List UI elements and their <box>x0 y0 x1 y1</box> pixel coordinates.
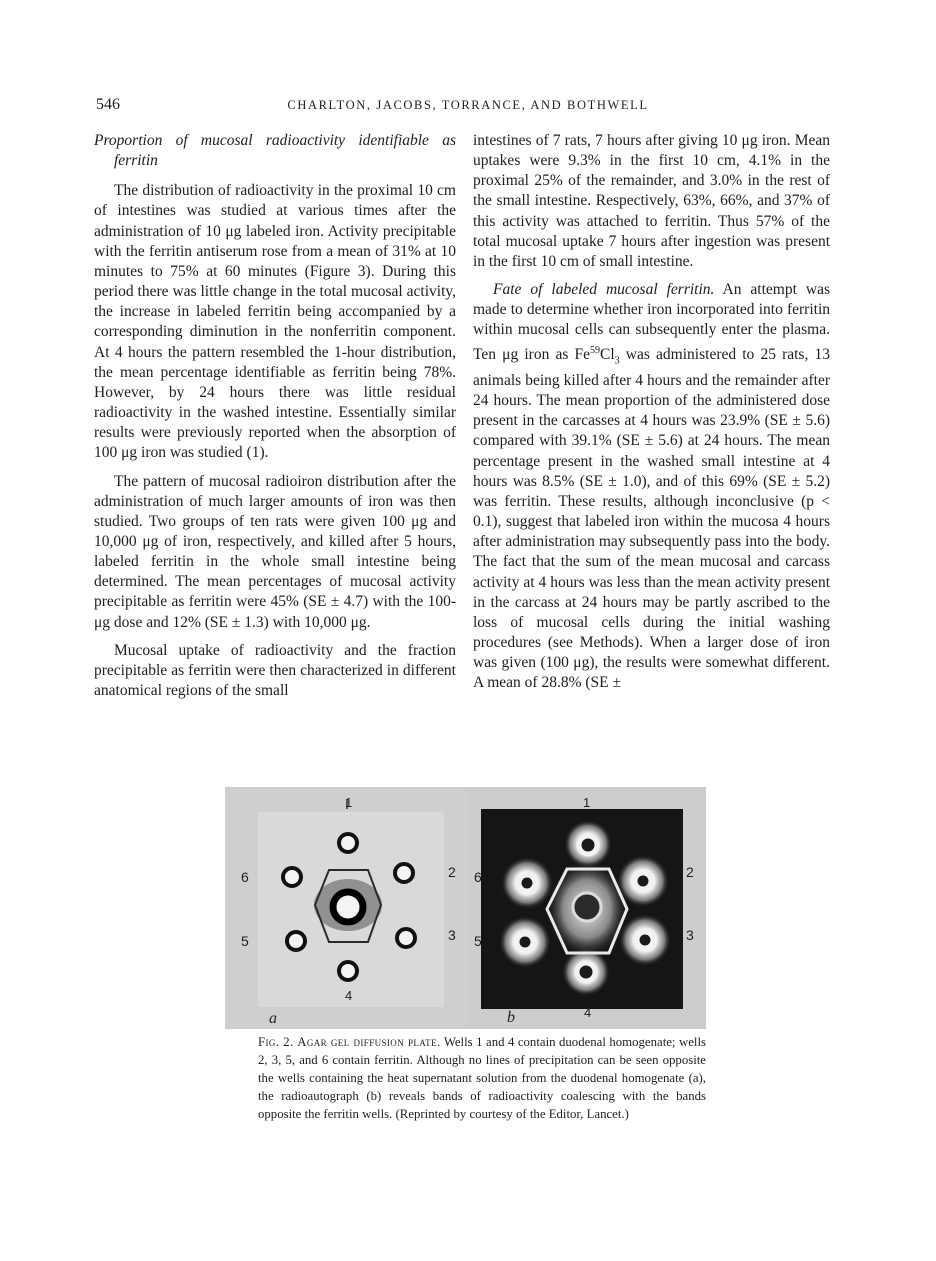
figure-label: Fig. 2. <box>258 1035 294 1049</box>
paragraph: Mucosal uptake of radioactivity and the fraction precipitable as ferritin were then characterized in different anatomical regions of the small <box>94 641 456 700</box>
well-b-3 <box>637 932 653 948</box>
label-b-5: 5 <box>474 933 482 949</box>
well-b-6 <box>519 875 535 891</box>
label-a-5: 5 <box>241 933 249 949</box>
well-b-4 <box>577 963 595 981</box>
label-a-2: 2 <box>448 864 456 880</box>
label-b-6: 6 <box>474 869 482 885</box>
paragraph: intestines of 7 rats, 7 hours after giving 10 μg iron. Mean uptakes were 9.3% in the first 10 cm, 4.1% in the proximal 25% of the remainder, and 3.0% in the rest of the small intestine. Respectively, 63%, 66%, and 37% of this activity was attached to ferritin. Thus 57% of the total mucosal uptake 7 hours after ingestion was present in the first 10 cm of small intestine. <box>473 132 830 270</box>
left-column <box>94 131 456 701</box>
well-3 <box>397 929 415 947</box>
paragraph <box>473 280 830 693</box>
run-in-heading: Fate of labeled mucosal ferritin. <box>493 281 715 299</box>
central-well <box>333 892 363 922</box>
label-b-3: 3 <box>686 927 694 943</box>
running-title: CHARLTON, JACOBS, TORRANCE, AND BOTHWELL <box>287 98 649 112</box>
well-6 <box>283 868 301 886</box>
central-well-b <box>573 893 601 921</box>
formula-subscript: 3 <box>614 354 620 366</box>
label-a-3: 3 <box>448 927 456 943</box>
figure-title: Agar gel diffusion plate. <box>297 1035 441 1049</box>
figure-caption <box>258 1033 706 1123</box>
paragraph-text: was administered to 25 rats, 13 animals being killed after 4 hours and the remainder after 24 hours. The mean proportion of the administered dose present in the carcasses at 4 hours was 23.9% (SE ± 5.6) compared with 39.1% (SE ± 5.6) at 24 hours. The mean percentage present in the washed small intestine at 4 hours was 8.5% (SE ± 1.0), and of this 69% (SE ± 5.2) was ferritin. These results, although inconclusive (p < 0.1), suggest that labeled iron within the mucosa 4 hours after administration may subsequently pass into the body. The fact that the sum of the mean mucosal and carcass activity at 4 hours was less than the mean activity present in the carcass at 24 hours may be partly ascribed to the loss of mucosal cells during the initial washing procedures (see Methods). When a larger dose of iron was given (100 μg), the results were somewhat different. A mean of 28.8% (SE ± <box>473 345 830 692</box>
label-a-4: 4 <box>345 988 353 1003</box>
label-b-1: 1 <box>583 795 591 810</box>
right-column <box>473 131 830 693</box>
panel-b <box>468 787 706 1029</box>
isotope-superscript: 59 <box>590 344 601 356</box>
label-b-2: 2 <box>686 864 694 880</box>
caption-text: Wells 1 and 4 contain duodenal homogenate; wells 2, 3, 5, and 6 contain ferritin. Although no lines of precipitation can be seen opposite the wells containing the heat supernatant solution from the duodenal homogenate (a), the radioautograph (b) reveals bands of radioactivity coalescing with the bands opposite the ferritin wells. (Reprinted by courtesy of the Editor, Lancet.) <box>258 1035 706 1122</box>
well-b-5 <box>517 934 533 950</box>
label-b-4: 4 <box>584 1005 592 1020</box>
page-number: 546 <box>96 96 120 113</box>
well-1 <box>339 834 357 852</box>
paragraph: The pattern of mucosal radioiron distribution after the administration of much larger amounts of iron was then studied. Two groups of ten rats were given 100 μg and 10,000 μg of iron, respectively, and killed after 5 hours, labeled ferritin in the whole small intestine being determined. The mean percentages of mucosal activity precipitable as ferritin were 45% (SE ± 4.7) with the 100-μg dose and 12% (SE ± 1.3) with 10,000 μg. <box>94 472 456 631</box>
panel-a-label: a <box>269 1010 277 1027</box>
well-4 <box>339 962 357 980</box>
paragraph-text: An attempt was made to determine whether iron incorporated into ferritin within mucosal cells can subsequently enter the plasma. Ten μg iron as Fe <box>473 281 830 363</box>
label-a-1: 1 <box>345 795 353 810</box>
well-5 <box>287 932 305 950</box>
paragraph-text: Cl <box>600 345 615 363</box>
well-b-1 <box>579 836 597 854</box>
well-b-2 <box>635 873 651 889</box>
well-2 <box>395 864 413 882</box>
paragraph: The distribution of radioactivity in the proximal 10 cm of intestines was studied at various times after the administration of 10 μg labeled iron. Activity precipitable with the ferritin antiserum rose from a mean of 31% at 10 minutes to 75% at 60 minutes (Figure 3). During this period there was little change in the total mucosal activity, the increase in labeled ferritin being accompanied by a corresponding diminution in the nonferritin component. At 4 hours the pattern resembled the 1-hour distribution, the mean percentage identifiable as ferritin being 78%. However, by 24 hours there was little residual radioactivity in the washed intestine. Essentially similar results were previously reported when the absorption of 100 μg iron was studied (1). <box>94 182 456 462</box>
figure-agar-gel-plate <box>225 787 706 1029</box>
section-subheading: Proportion of mucosal radioactivity identifiable as ferritin <box>94 132 456 170</box>
label-a-6: 6 <box>241 869 249 885</box>
panel-b-label: b <box>507 1009 515 1026</box>
